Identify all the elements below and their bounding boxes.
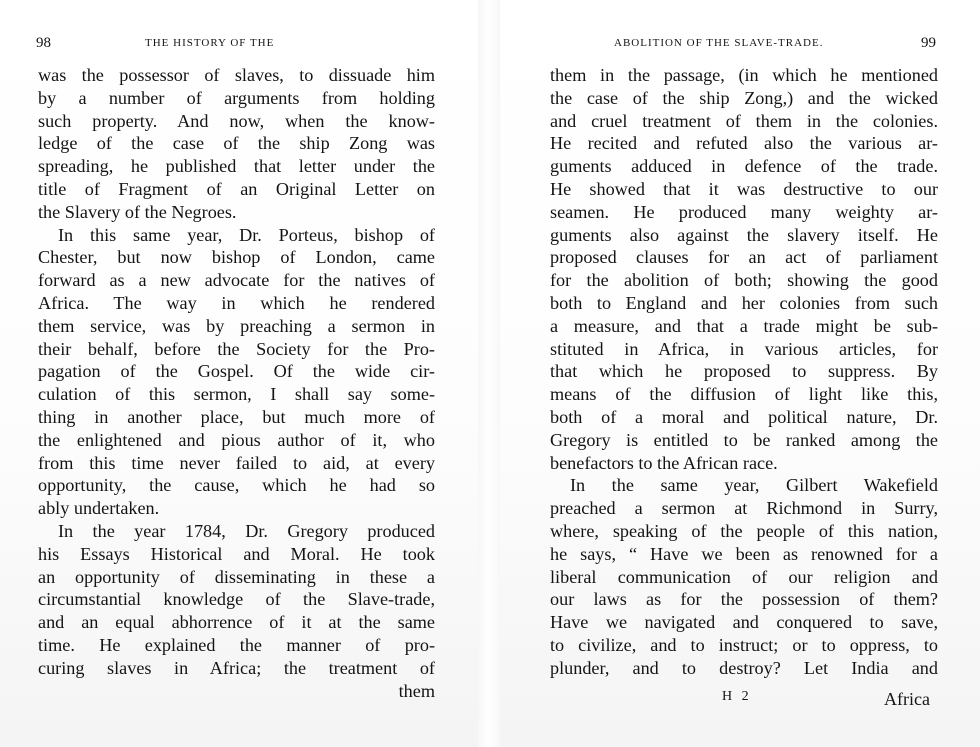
catchword: Africa xyxy=(884,689,930,709)
left-page-header xyxy=(0,36,478,54)
text-line: our laws as for the possession of them? xyxy=(550,589,938,610)
right-page xyxy=(500,0,980,747)
text-line: and cruel treatment of them in the colonies. xyxy=(550,110,938,131)
text-line: opportunity, the cause, which he had so xyxy=(38,475,435,496)
signature-mark: H 2 xyxy=(722,689,752,704)
text-line: where, speaking of the people of this nation, xyxy=(550,520,938,541)
text-line: curing slaves in Africa; the treatment of xyxy=(38,657,435,678)
text-line: benefactors to the African race. xyxy=(550,452,778,473)
left-running-head: THE HISTORY OF THE xyxy=(145,37,275,49)
text-line: guments adduced in defence of the trade. xyxy=(550,156,938,177)
text-line: preached a sermon at Richmond in Surry, xyxy=(550,498,938,519)
text-line: proposed clauses for an act of parliament xyxy=(550,247,938,268)
text-line: liberal communication of our religion and xyxy=(550,566,938,587)
text-line: Chester, but now bishop of London, came xyxy=(38,247,435,268)
right-page-header xyxy=(500,36,980,54)
text-line: their behalf, before the Society for the Pro- xyxy=(38,338,435,359)
text-line: He recited and refuted also the various ar- xyxy=(550,133,938,154)
catchword: them xyxy=(398,680,435,701)
text-line: the case of the ship Zong,) and the wicked xyxy=(550,87,938,108)
text-line: he says, “ Have we been as renowned for a xyxy=(550,543,938,564)
text-line: title of Fragment of an Original Letter on xyxy=(38,178,435,199)
text-line: both to England and her colonies from such xyxy=(550,292,938,313)
text-line: plunder, and to destroy? Let India and xyxy=(550,657,938,678)
text-line: Africa. The way in which he rendered xyxy=(38,292,435,313)
text-line: them service, was by preaching a sermon in xyxy=(38,315,435,336)
right-running-head: ABOLITION OF THE SLAVE-TRADE. xyxy=(614,37,824,49)
text-line: a measure, and that a trade might be sub- xyxy=(550,315,938,336)
text-line: forward as a new advocate for the natives of xyxy=(38,270,435,291)
left-page xyxy=(0,0,478,747)
text-line: spreading, he published that letter under the xyxy=(38,156,435,177)
text-line: Have we navigated and conquered to save, xyxy=(550,612,938,633)
text-line: pagation of the Gospel. Of the wide cir- xyxy=(38,361,435,382)
text-line: In the year 1784, Dr. Gregory produced xyxy=(58,520,435,541)
left-page-body xyxy=(38,64,435,702)
text-line: seamen. He produced many weighty ar- xyxy=(550,201,938,222)
text-line: ably undertaken. xyxy=(38,498,160,519)
text-line: and an equal abhorrence of it at the same xyxy=(38,612,435,633)
text-line: He showed that it was destructive to our xyxy=(550,178,938,199)
book-gutter xyxy=(478,0,500,747)
text-line: time. He explained the manner of pro- xyxy=(38,634,435,655)
text-line: an opportunity of disseminating in these a xyxy=(38,566,435,587)
text-line: the Slavery of the Negroes. xyxy=(38,201,237,222)
text-line: them in the passage, (in which he mentioned xyxy=(550,65,938,85)
text-line: by a number of arguments from holding xyxy=(38,87,435,108)
text-line: thing in another place, but much more of xyxy=(38,406,435,427)
left-page-number: 98 xyxy=(36,35,51,51)
text-line: culation of this sermon, I shall say some- xyxy=(38,384,435,405)
text-line: to civilize, and to instruct; or to oppress, to xyxy=(550,634,938,655)
text-line: was the possessor of slaves, to dissuade him xyxy=(38,65,435,85)
text-line: ledge of the case of the ship Zong was xyxy=(38,133,435,154)
text-line: from this time never failed to aid, at every xyxy=(38,452,435,473)
text-line: means of the diffusion of light like this, xyxy=(550,384,938,405)
text-line: stituted in Africa, in various articles, for xyxy=(550,338,938,359)
text-line: In this same year, Dr. Porteus, bishop of xyxy=(58,224,435,245)
right-page-number: 99 xyxy=(921,35,936,51)
text-line: for the abolition of both; showing the good xyxy=(550,270,938,291)
text-line: his Essays Historical and Moral. He took xyxy=(38,543,435,564)
text-line: the enlightened and pious author of it, who xyxy=(38,429,435,450)
text-line: both of a moral and political nature, Dr. xyxy=(550,406,938,427)
text-line: circumstantial knowledge of the Slave-trade, xyxy=(38,589,435,610)
text-line: guments also against the slavery itself. He xyxy=(550,224,938,245)
right-page-body xyxy=(550,64,938,680)
text-line: In the same year, Gilbert Wakefield xyxy=(570,475,938,496)
text-line: that which he proposed to suppress. By xyxy=(550,361,938,382)
text-line: Gregory is entitled to be ranked among the xyxy=(550,429,938,450)
text-line: such property. And now, when the know- xyxy=(38,110,435,131)
